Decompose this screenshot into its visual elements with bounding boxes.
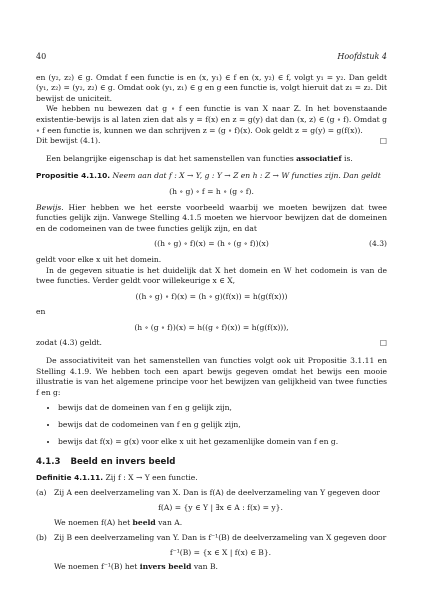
connector-en: en [36, 307, 46, 317]
list-item: • bewijs dat f(x) = g(x) voor elke x uit het gezamenlijke domein van f en g. [58, 437, 387, 448]
associativity-intro [36, 154, 387, 165]
item-label: (a) [36, 488, 47, 498]
naming-post: van A. [155, 517, 183, 527]
running-header [36, 52, 387, 63]
associativity-discussion: De associativiteit van het samenstellen van functies volgt ook uit Propositie 3.1.11 en Stelling 4.1.9. We hebben toch een apart bewijs gegeven omdat het bewijs een mooie illustratie is van het algemene principe voor het bewijzen van gelijkheid van twee functies f en g: [36, 356, 387, 397]
definition-item-b [36, 533, 387, 573]
section-heading [36, 457, 387, 468]
proposition-text: Neem aan dat f : X → Y, g : Y → Z en h : Z → W functies zijn. Dan geldt [112, 171, 381, 181]
proof-label: Bewijs. [36, 202, 64, 212]
proposition-formula: (h ∘ g) ∘ f = h ∘ (g ∘ f). [169, 186, 254, 196]
list-item: • bewijs dat de codomeinen van f en g gelijk zijn, [58, 420, 387, 431]
item-text: Zij A een deelverzameling van X. Dan is f(A) de deelverzameling van Y gegeven door [54, 488, 380, 498]
item-label: (b) [36, 533, 47, 543]
naming-pre: We noemen f⁻¹(B) het [54, 562, 140, 572]
item-naming [54, 562, 387, 573]
assoc-intro-bold: associatief [296, 153, 342, 163]
equation-number: (4.3) [368, 239, 387, 249]
definition-label: Definitie 4.1.11. [36, 472, 104, 482]
proof-closing: zodat (4.3) geldt. [36, 338, 102, 348]
proof-conclusion [36, 104, 387, 136]
equation-4-3 [36, 239, 387, 250]
item-naming [54, 518, 387, 529]
proposition-label: Propositie 4.1.10. [36, 171, 111, 181]
bullet-list [36, 403, 387, 447]
formula-a: ((h ∘ g) ∘ f)(x) = (h ∘ g)(f(x)) = h(g(f(x))) [135, 291, 288, 301]
proof-text-1: Hier hebben we het eerste voorbeeld waarbij we moeten bewijzen dat twee functies gelijk zijn. Vanwege Stelling 4.1.5 moeten we hiervoor bewijzen dat de domeinen en de codomeinen van de twee functies gelijk zijn, en dat [36, 202, 387, 233]
chapter-title: Hoofdstuk 4 [337, 52, 387, 61]
equation-4-3-formula: ((h ∘ g) ∘ f)(x) = (h ∘ (g ∘ f))(x) [154, 239, 269, 249]
proof-text-2: geldt voor elke x uit het domein. [36, 254, 162, 264]
naming-post: van B. [191, 562, 218, 572]
definition-intro: Zij f : X → Y een functie. [103, 472, 198, 482]
item-text: Zij B een deelverzameling van Y. Dan is f⁻¹(B) de deelverzameling van X gegeven door [54, 533, 387, 543]
proof-closing-line [36, 338, 387, 349]
proposition-statement [36, 171, 387, 182]
item-formula: f⁻¹(B) = {x ∈ X | f(x) ∈ B}. [169, 547, 272, 557]
formula-b: (h ∘ (g ∘ f))(x) = h((g ∘ f)(x)) = h(g(f(x))), [134, 322, 289, 332]
page-number: 40 [36, 52, 47, 61]
section-number: 4.1.3 [36, 457, 61, 468]
definition-item-a [36, 488, 387, 528]
qed-symbol: □ [379, 136, 387, 146]
proof-continuation: en (y₂, z₂) ∈ g. Omdat f een functie is en (x, y₁) ∈ f en (x, y₂) ∈ f, volgt y₁ = y₂. Dan geldt (y₁, z₂) = (y₂, z₂) ∈ g. Omdat ook (y₁, z₁) ∈ g en g een functie is, volgt hieruit dat z₁ = z₂. Dit bewijst de uniciteit. [36, 72, 388, 103]
definition-statement [36, 473, 387, 484]
naming-bold: beeld [132, 517, 156, 527]
assoc-intro-text: Een belangrijke eigenschap is dat het samenstellen van functies [46, 153, 297, 163]
proof-conclusion-text: We hebben nu bewezen dat g ∘ f een functie is van X naar Z. In het bovenstaande existentie-bewijs is al laten zien dat als y = f(x) en z = g(y) dat dan (x, z) ∈ (g ∘ f). Omdat g ∘ f een functie is, kunnen we dan schrijven z = (g ∘ f)(x). Ook geldt z = g(y) = g(f(x)). [36, 104, 387, 135]
list-item: • bewijs dat de domeinen van f en g gelijk zijn, [58, 403, 387, 414]
section-title: Beeld en invers beeld [70, 457, 176, 468]
proof-conclusion-last: Dit bewijst (4.1). [36, 136, 101, 146]
naming-bold: invers beeld [139, 562, 192, 572]
proof-conclusion-last-line [36, 136, 387, 147]
qed-symbol: □ [379, 338, 387, 348]
naming-pre: We noemen f(A) het [54, 517, 133, 527]
item-formula: f(A) = {y ∈ Y | ∃x ∈ A : f(x) = y}. [158, 503, 283, 512]
proof-intro [36, 203, 387, 235]
assoc-intro-tail: is. [341, 153, 353, 163]
proof-text-3: In de gegeven situatie is het duidelijk dat X het domein en W het codomein is van de twee functies. Verder geldt voor willekeurige x ∈ X, [36, 265, 387, 286]
